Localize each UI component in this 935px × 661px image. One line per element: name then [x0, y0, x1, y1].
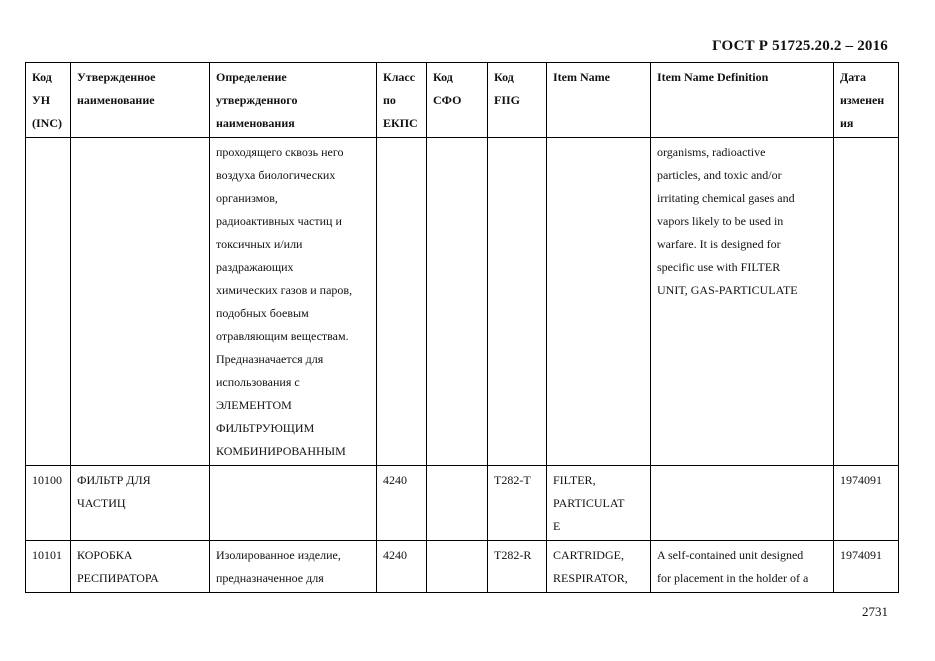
page-number: 2731 — [862, 604, 888, 619]
cell-ekps-class: 4240 — [377, 541, 427, 593]
cell-fiig-code — [488, 138, 547, 466]
cell-change-date: 1974091 — [834, 541, 899, 593]
cell-inc: 10101 — [26, 541, 71, 593]
cell-item-name: CARTRIDGE, RESPIRATOR, — [547, 541, 651, 593]
cell-definition: проходящего сквозь него воздуха биологических организмов, радиоактивных частиц и токсичных и/или раздражающих химических газов и паров, подобных боевым отравляющим веществам. Предназначается для использования с ЭЛЕМЕНТОМ ФИЛЬТРУЮЩИМ КОМБИНИРОВАННЫМ — [210, 138, 377, 466]
header-approved-name: Утвержденное наименование — [71, 63, 210, 138]
cell-item-name: FILTER, PARTICULAT E — [547, 466, 651, 541]
catalog-table — [25, 62, 899, 593]
cell-definition: Изолированное изделие, предназначенное для — [210, 541, 377, 593]
cell-approved-name: ФИЛЬТР ДЛЯ ЧАСТИЦ — [71, 466, 210, 541]
cell-approved-name: КОРОБКА РЕСПИРАТОРА — [71, 541, 210, 593]
cell-sfo-code — [427, 541, 488, 593]
table-row — [26, 138, 899, 466]
header-definition: Определение утвержденного наименования — [210, 63, 377, 138]
cell-inc: 10100 — [26, 466, 71, 541]
cell-item-name — [547, 138, 651, 466]
header-row — [26, 63, 899, 138]
header-change-date: Дата изменен ия — [834, 63, 899, 138]
cell-change-date: 1974091 — [834, 466, 899, 541]
cell-sfo-code — [427, 466, 488, 541]
header-item-name: Item Name — [547, 63, 651, 138]
header-item-name-definition: Item Name Definition — [651, 63, 834, 138]
cell-item-name-definition — [651, 466, 834, 541]
cell-item-name-definition: organisms, radioactive particles, and toxic and/or irritating chemical gases and vapors likely to be used in warfare. It is designed for specific use with FILTER UNIT, GAS-PARTICULATE — [651, 138, 834, 466]
cell-sfo-code — [427, 138, 488, 466]
header-sfo-code: Код СФО — [427, 63, 488, 138]
header-inc: Код УН (INC) — [26, 63, 71, 138]
header-ekps-class: Класс по ЕКПС — [377, 63, 427, 138]
cell-inc — [26, 138, 71, 466]
table-row — [26, 541, 899, 593]
cell-approved-name — [71, 138, 210, 466]
table-row — [26, 466, 899, 541]
cell-ekps-class — [377, 138, 427, 466]
cell-change-date — [834, 138, 899, 466]
cell-item-name-definition: A self-contained unit designed for placement in the holder of a — [651, 541, 834, 593]
cell-fiig-code: T282-R — [488, 541, 547, 593]
cell-fiig-code: T282-T — [488, 466, 547, 541]
document-title: ГОСТ Р 51725.20.2 – 2016 — [712, 38, 888, 54]
cell-ekps-class: 4240 — [377, 466, 427, 541]
header-fiig-code: Код FIIG — [488, 63, 547, 138]
cell-definition — [210, 466, 377, 541]
